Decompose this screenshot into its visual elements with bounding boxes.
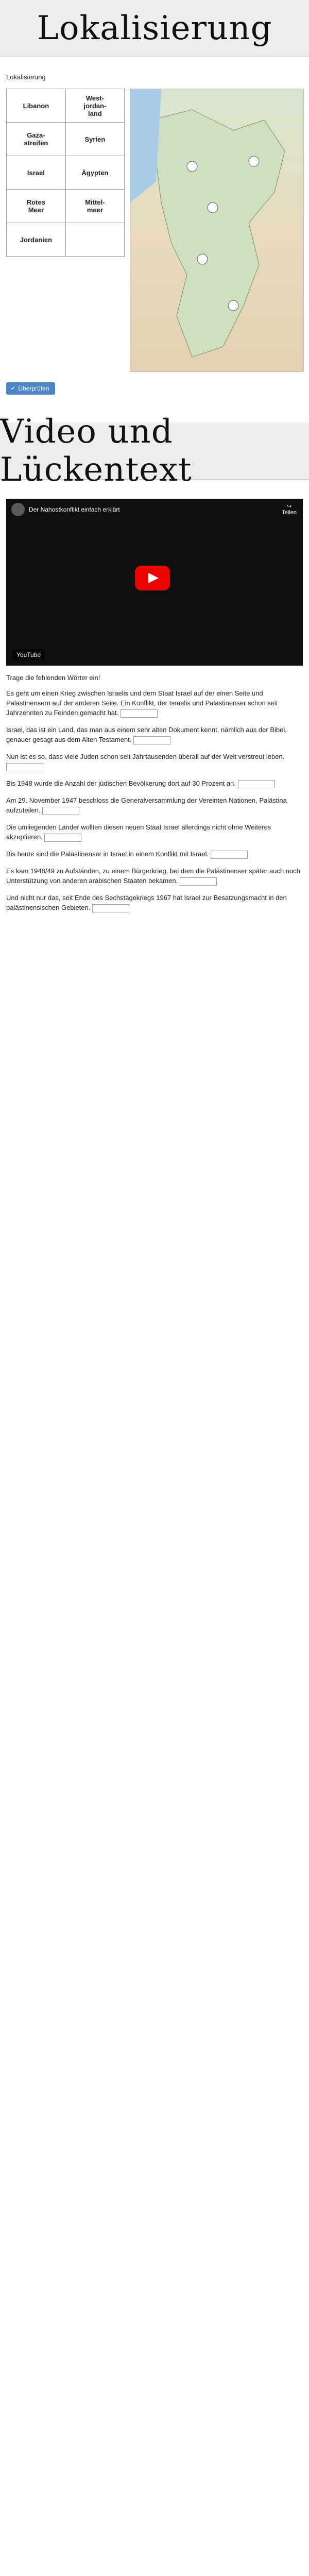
section-title: Lokalisierung [37, 9, 272, 47]
map-label-cell[interactable]: Jordanien [7, 223, 66, 257]
gap-input[interactable] [6, 763, 43, 771]
map-row [7, 156, 125, 190]
label-table [6, 89, 125, 257]
gap-input[interactable] [133, 736, 170, 744]
map-label-cell[interactable]: Libanon [7, 89, 66, 123]
youtube-logo[interactable]: YouTube [12, 649, 45, 660]
gap-input[interactable] [211, 851, 248, 859]
gap-input[interactable] [92, 904, 129, 912]
section-title: Video und Lückentext [0, 413, 192, 489]
map-label: Lokalisierung [6, 73, 46, 81]
check-button[interactable]: ✔ Überprüfen [6, 382, 55, 395]
gap-input[interactable] [44, 834, 81, 842]
map-row [7, 190, 125, 223]
channel-avatar [11, 503, 25, 516]
map-label-cell[interactable]: Israel [7, 156, 66, 190]
gap-input[interactable] [180, 877, 217, 886]
video-header: Der Nahostkonflikt einfach erklärt [11, 503, 120, 516]
chevron-icon: ✔ [11, 385, 15, 392]
map-label-cell[interactable] [65, 223, 124, 257]
share-button[interactable]: ↪ Teilen [282, 503, 297, 516]
map-label-cell[interactable]: Syrien [65, 123, 124, 156]
map-outline-icon [130, 89, 303, 371]
map-label-cell[interactable]: Gaza- streifen [7, 123, 66, 156]
map-label-cell[interactable]: Rotes Meer [7, 190, 66, 223]
map-label-cell[interactable]: Ägypten [65, 156, 124, 190]
play-icon[interactable] [135, 566, 170, 590]
map-row [7, 89, 125, 123]
map-row [7, 123, 125, 156]
video-player[interactable] [6, 499, 303, 666]
map-exercise [6, 89, 303, 377]
gap-input[interactable] [121, 709, 158, 718]
section-banner-lokalisierung [0, 0, 309, 57]
map-row [7, 223, 125, 257]
map-label-cell[interactable]: West- jordan- land [65, 89, 124, 123]
map-image [130, 89, 304, 372]
gap-input[interactable] [42, 807, 79, 815]
gap-instructions: Trage die fehlenden Wörter ein! [6, 674, 100, 682]
section-banner-video [0, 413, 309, 489]
gap-paragraph: Es geht um einen Krieg zwischen Israelis und dem Staat Israel auf der einen Seite und Palästinensern auf der anderen Seite. Ein Konflikt, der Israelis und Palästinenser schon seit Jahrzehnten zu Feinden gemacht hat. Israel, das ist ein Land, das man aus einem sehr alten Dokument kennt, nämlich aus der Bibel, genauer gesagt aus dem Alten Testament. Nun ist es so, dass viele Juden schon seit Jahrtausenden überall auf der Welt verstreut leben. Bis 1948 wurde die Anzahl der jüdischen Bevölkerung dort auf 30 Prozent an. Am 29. November 1947 beschloss die Generalversammlung der Vereinten Nationen, Palästina aufzuteilen. Die umliegenden Länder wollten diesen neuen Staat Israel allerdings nicht ohne Weiteres akzeptieren. Bis heute sind die Palästinenser in Israel in einem Konflikt mit Israel. Es kam 1948/49 zu Aufständen, zu einem Bürgerkrieg, bei dem die Palästinenser später auch noch Unterstützung von anderen arabischen Staaten bekamen. Und nicht nur das, seit Ende des Sechstagekriegs 1967 hat Israel zur Besatzungsmacht in den palästinensischen Gebieten. [6, 689, 300, 911]
map-label-cell[interactable]: Mittel- meer [65, 190, 124, 223]
gap-input[interactable] [238, 780, 275, 788]
